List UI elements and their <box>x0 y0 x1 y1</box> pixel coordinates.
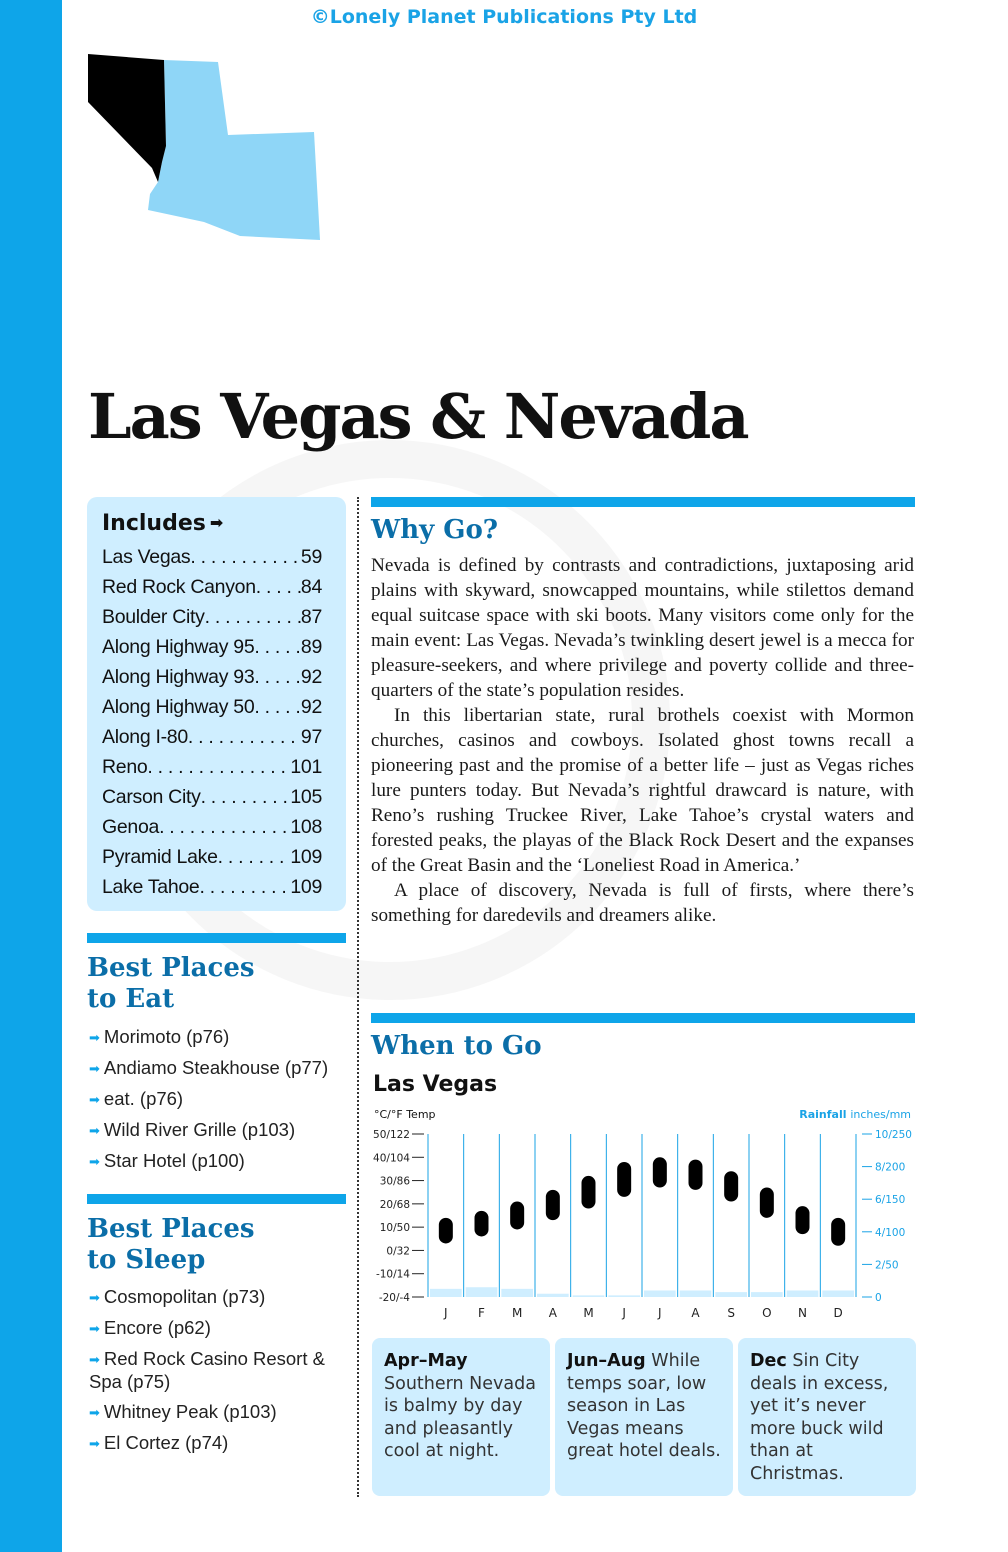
page-edge-bar <box>0 0 62 1552</box>
list-item-text: Encore (p62) <box>103 1317 211 1338</box>
month-label: A <box>691 1306 700 1320</box>
left-axis-label: °C/°F Temp <box>374 1108 436 1121</box>
list-item <box>89 1317 349 1340</box>
temp-tick-label: 0/32 <box>386 1245 410 1258</box>
includes-item-page: 97 <box>300 725 322 748</box>
rainfall-bar <box>787 1290 819 1297</box>
list-item <box>89 1057 349 1080</box>
list-item-text: Red Rock Casino Resort & Spa (p75) <box>89 1348 325 1392</box>
list-item <box>89 1401 349 1424</box>
list-item-text: Star Hotel (p100) <box>103 1150 245 1171</box>
temperature-range-bar <box>831 1218 845 1246</box>
nevada-shape <box>88 54 166 182</box>
right-axis-label <box>799 1108 911 1121</box>
rain-tick-label: 6/150 <box>875 1194 906 1207</box>
why-go-heading: Why Go? <box>371 515 499 545</box>
sleep-list <box>89 1286 349 1463</box>
rainfall-bar <box>680 1290 712 1297</box>
includes-item-name: Along Highway 95 <box>102 635 255 658</box>
includes-item-name: Genoa <box>102 815 160 838</box>
leader-dots <box>205 606 301 629</box>
includes-item-name: Boulder City <box>102 605 205 628</box>
arrow-right-icon: ➡ <box>89 1092 100 1107</box>
leader-dots <box>190 546 301 569</box>
includes-item-name: Lake Tahoe <box>102 875 200 898</box>
season-text: Southern Nevada is balmy by day and pleasantly cool at night. <box>384 1373 536 1461</box>
includes-item-page: 87 <box>300 605 322 628</box>
rain-tick-label: 2/50 <box>875 1259 899 1272</box>
includes-item <box>102 662 322 692</box>
rainfall-bar <box>822 1290 854 1297</box>
includes-item-page: 89 <box>300 635 322 658</box>
rainfall-bar <box>501 1289 533 1297</box>
when-section-rule <box>371 1013 915 1023</box>
eat-title-line2: to Eat <box>87 984 175 1014</box>
temperature-range-bar <box>617 1162 631 1197</box>
includes-item-page: 108 <box>290 815 322 838</box>
includes-item <box>102 842 322 872</box>
includes-item-name: Along I-80 <box>102 725 188 748</box>
leader-dots <box>256 576 301 599</box>
includes-item-page: 109 <box>290 845 322 868</box>
arrow-right-icon: ➡ <box>209 513 224 532</box>
list-item <box>89 1348 349 1393</box>
arrow-right-icon: ➡ <box>89 1290 100 1305</box>
includes-item-page: 84 <box>300 575 322 598</box>
season-box-jun-aug <box>555 1338 733 1496</box>
includes-item-page: 109 <box>290 875 322 898</box>
rain-tick-label: 4/100 <box>875 1226 906 1239</box>
leader-dots <box>188 726 301 749</box>
month-label: N <box>798 1306 807 1320</box>
climate-chart <box>368 1102 918 1327</box>
season-label: Dec <box>750 1351 787 1371</box>
includes-item-name: Along Highway 50 <box>102 695 255 718</box>
eat-section-rule <box>87 933 346 943</box>
includes-item <box>102 572 322 602</box>
includes-item-page: 59 <box>300 545 322 568</box>
includes-item <box>102 602 322 632</box>
rainfall-bar <box>466 1287 498 1297</box>
temperature-range-bar <box>689 1160 703 1190</box>
includes-item-page: 92 <box>300 665 322 688</box>
temperature-range-bar <box>796 1206 810 1234</box>
temperature-range-bar <box>760 1188 774 1218</box>
list-item <box>89 1432 349 1455</box>
right-axis-label-units: inches/mm <box>850 1108 911 1121</box>
copyright-notice: ©Lonely Planet Publications Pty Ltd <box>310 6 698 28</box>
why-section-rule <box>371 497 915 507</box>
list-item <box>89 1119 349 1142</box>
includes-box <box>87 497 346 911</box>
temperature-range-bar <box>724 1171 738 1201</box>
leader-dots <box>254 696 301 719</box>
includes-item-page: 101 <box>290 755 322 778</box>
includes-item <box>102 542 322 572</box>
includes-heading-text: Includes <box>102 511 206 536</box>
temp-tick-label: 50/122 <box>373 1129 410 1141</box>
arrow-right-icon: ➡ <box>89 1123 100 1138</box>
temp-tick-label: 40/104 <box>373 1152 410 1165</box>
includes-item-name: Along Highway 93 <box>102 665 255 688</box>
page-title: Las Vegas & Nevada <box>88 380 748 453</box>
season-label: Apr–May <box>384 1351 468 1371</box>
when-to-go-heading: When to Go <box>371 1031 542 1061</box>
includes-item <box>102 752 322 782</box>
rainfall-bar <box>430 1289 462 1297</box>
rainfall-bar <box>608 1295 640 1297</box>
leader-dots <box>159 816 290 839</box>
list-item-text: El Cortez (p74) <box>103 1432 229 1453</box>
month-label: A <box>548 1306 557 1320</box>
leader-dots <box>218 846 291 869</box>
rain-tick-label: 10/250 <box>875 1129 912 1141</box>
arizona-utah-shape <box>148 60 320 240</box>
arrow-right-icon: ➡ <box>89 1405 100 1420</box>
month-label: F <box>478 1306 485 1320</box>
sleep-section-rule <box>87 1194 346 1204</box>
leader-dots <box>254 636 301 659</box>
month-label: J <box>658 1306 662 1320</box>
sleep-section-title <box>87 1214 255 1276</box>
includes-heading <box>102 511 346 536</box>
arrow-right-icon: ➡ <box>89 1030 100 1045</box>
includes-item <box>102 692 322 722</box>
arrow-right-icon: ➡ <box>89 1352 100 1367</box>
temp-tick-label: 10/50 <box>379 1222 410 1235</box>
season-boxes <box>372 1338 916 1496</box>
list-item-text: Andiamo Steakhouse (p77) <box>103 1057 329 1078</box>
rainfall-bar <box>573 1295 605 1297</box>
includes-item-name: Red Rock Canyon <box>102 575 256 598</box>
eat-list <box>89 1026 349 1181</box>
includes-item-name: Pyramid Lake <box>102 845 218 868</box>
why-go-body <box>371 553 914 928</box>
leader-dots <box>199 876 290 899</box>
month-label: O <box>762 1306 772 1320</box>
list-item <box>89 1150 349 1173</box>
list-item <box>89 1286 349 1309</box>
includes-item-name: Reno <box>102 755 148 778</box>
includes-item-name: Las Vegas <box>102 545 191 568</box>
why-paragraph-1: Nevada is defined by contrasts and contradictions, juxtaposing arid plains with skyward, snowcapped mountains, while stilettos demand equal suitcase space with ski boots. Many visitors come only for the main event: Las Vegas. Nevada’s twinkling desert jewel is a mecca for pleasure-seekers, and where privilege and poverty collide and three-quarters of the state’s population resides. <box>371 555 914 701</box>
arrow-right-icon: ➡ <box>89 1321 100 1336</box>
list-item <box>89 1088 349 1111</box>
month-label: D <box>833 1306 843 1320</box>
rainfall-bar <box>715 1292 747 1297</box>
includes-item <box>102 782 322 812</box>
rainfall-bar <box>751 1292 783 1297</box>
leader-dots <box>254 666 301 689</box>
list-item <box>89 1026 349 1049</box>
season-label: Jun–Aug <box>567 1351 646 1371</box>
temperature-range-bar <box>546 1190 560 1220</box>
column-divider <box>357 497 359 1497</box>
temp-tick-label: -20/-4 <box>378 1292 410 1304</box>
month-label: M <box>583 1306 594 1320</box>
rainfall-bar <box>537 1294 569 1297</box>
climate-city-label: Las Vegas <box>373 1072 498 1097</box>
month-label: M <box>511 1306 523 1320</box>
temp-tick-label: -10/14 <box>375 1268 410 1281</box>
rain-tick-label: 8/200 <box>875 1161 906 1174</box>
includes-item <box>102 632 322 662</box>
rain-tick-label: 0 <box>875 1292 882 1304</box>
list-item-text: Wild River Grille (p103) <box>103 1119 296 1140</box>
sleep-title-line2: to Sleep <box>87 1245 206 1275</box>
why-paragraph-3: A place of discovery, Nevada is full of firsts, where there’s something for daredevils and dreamers alike. <box>371 880 914 926</box>
right-axis-label-strong: Rainfall <box>799 1108 851 1121</box>
leader-dots <box>147 756 290 779</box>
temperature-range-bar <box>653 1157 667 1187</box>
list-item-text: Whitney Peak (p103) <box>103 1401 277 1422</box>
list-item-text: Morimoto (p76) <box>103 1026 230 1047</box>
month-label: S <box>727 1306 735 1320</box>
temp-tick-label: 30/86 <box>379 1175 410 1188</box>
temperature-range-bar <box>510 1202 524 1230</box>
temperature-range-bar <box>475 1211 489 1237</box>
includes-item-page: 92 <box>300 695 322 718</box>
leader-dots <box>201 786 291 809</box>
season-box-apr-may <box>372 1338 550 1496</box>
month-label: J <box>444 1306 448 1320</box>
sleep-title-line1: Best Places <box>87 1214 255 1244</box>
temperature-range-bar <box>439 1218 453 1244</box>
includes-item-name: Carson City <box>102 785 201 808</box>
list-item-text: eat. (p76) <box>103 1088 184 1109</box>
rainfall-bar <box>644 1290 676 1297</box>
season-text: Sin City deals in excess, yet it’s never more buck wild than at Christmas. <box>750 1351 889 1484</box>
includes-item <box>102 872 322 902</box>
eat-title-line1: Best Places <box>87 953 255 983</box>
arrow-right-icon: ➡ <box>89 1154 100 1169</box>
region-map-icon <box>84 50 334 250</box>
includes-list <box>102 542 346 902</box>
month-label: J <box>622 1306 626 1320</box>
why-paragraph-2: In this libertarian state, rural brothels coexist with Mormon churches, casinos and cowboys. Isolated ghost towns recall a pioneering past and the promise of a better life – just as Vegas riches lure punters today. But Nevada’s rightful drawcard is nature, with Reno’s rushing Truckee River, Lake Tahoe’s crystal waters and forested peaks, the playas of the Black Rock Desert and the expanses of the Great Basin and the ‘Loneliest Road in America.’ <box>371 705 914 876</box>
list-item-text: Cosmopolitan (p73) <box>103 1286 266 1307</box>
includes-item <box>102 722 322 752</box>
arrow-right-icon: ➡ <box>89 1436 100 1451</box>
temperature-range-bar <box>582 1176 596 1209</box>
includes-item-page: 105 <box>290 785 322 808</box>
arrow-right-icon: ➡ <box>89 1061 100 1076</box>
season-box-dec <box>738 1338 916 1496</box>
temp-tick-label: 20/68 <box>379 1198 410 1211</box>
includes-item <box>102 812 322 842</box>
season-text: While temps soar, low season in Las Vegas means great hotel deals. <box>567 1351 721 1461</box>
eat-section-title <box>87 953 255 1015</box>
